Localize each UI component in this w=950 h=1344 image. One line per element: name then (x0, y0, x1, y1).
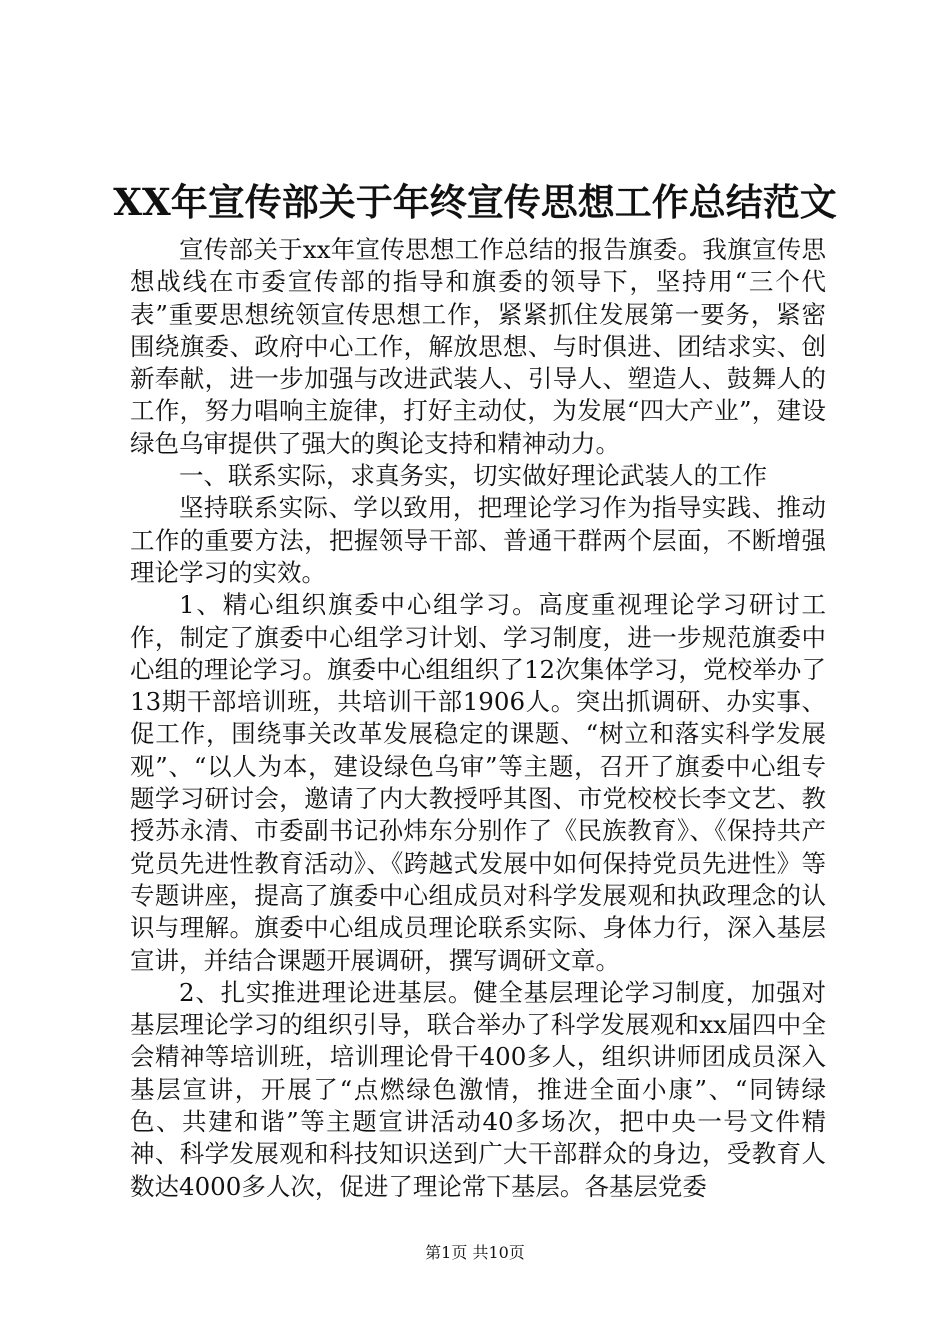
body-paragraph-item-2: 2、扎实推进理论进基层。健全基层理论学习制度，加强对基层理论学习的组织引导，联合举办了科学发展观和xx届四中全会精神等培训班，培训理论骨干400多人，组织讲师团成员深入基层宣讲，开展了“点燃绿色激情，推进全面小康”、“同铸绿色、共建和谐”等主题宣讲活动40多场次，把中央一号文件精神、科学发展观和科技知识送到广大干部群众的身边，受教育人数达4000多人次，促进了理论常下基层。各基层党委 (130, 977, 826, 1201)
page-footer: 第1页 共10页 (425, 1243, 525, 1262)
document-body (130, 234, 826, 1203)
body-paragraph-section-summary: 坚持联系实际、学以致用，把理论学习作为指导实践、推动工作的重要方法，把握领导干部、普通干群两个层面，不断增强理论学习的实效。 (130, 493, 826, 587)
section-heading-1: 一、联系实际，求真务实，切实做好理论武装人的工作 (179, 461, 767, 491)
document-title: XX年宣传部关于年终宣传思想工作总结范文 (113, 180, 837, 224)
body-paragraph-item-1: 1、精心组织旗委中心组学习。高度重视理论学习研讨工作，制定了旗委中心组学习计划、学习制度，进一步规范旗委中心组的理论学习。旗委中心组组织了12次集体学习，党校举办了13期干部培训班，共培训干部1906人。突出抓调研、办实事、促工作，围绕事关改革发展稳定的课题、“树立和落实科学发展观”、“以人为本，建设绿色乌审”等主题，召开了旗委中心组专题学习研讨会，邀请了内大教授呼其图、市党校校长李文艺、教授苏永清、市委副书记孙炜东分别作了《民族教育》、《保持共产党员先进性教育活动》、《跨越式发展中如何保持党员先进性》等专题讲座，提高了旗委中心组成员对科学发展观和执政理念的认识与理解。旗委中心组成员理论联系实际、身体力行，深入基层宣讲，并结合课题开展调研，撰写调研文章。 (130, 590, 826, 975)
body-paragraph-intro: 宣传部关于xx年宣传思想工作总结的报告旗委。我旗宣传思想战线在市委宣传部的指导和旗委的领导下，坚持用“三个代表”重要思想统领宣传思想工作，紧紧抓住发展第一要务，紧密围绕旗委、政府中心工作，解放思想、与时俱进、团结求实、创新奉献，进一步加强与改进武装人、引导人、塑造人、鼓舞人的工作，努力唱响主旋律，打好主动仗，为发展“四大产业”，建设绿色乌审提供了强大的舆论支持和精神动力。 (130, 235, 826, 458)
